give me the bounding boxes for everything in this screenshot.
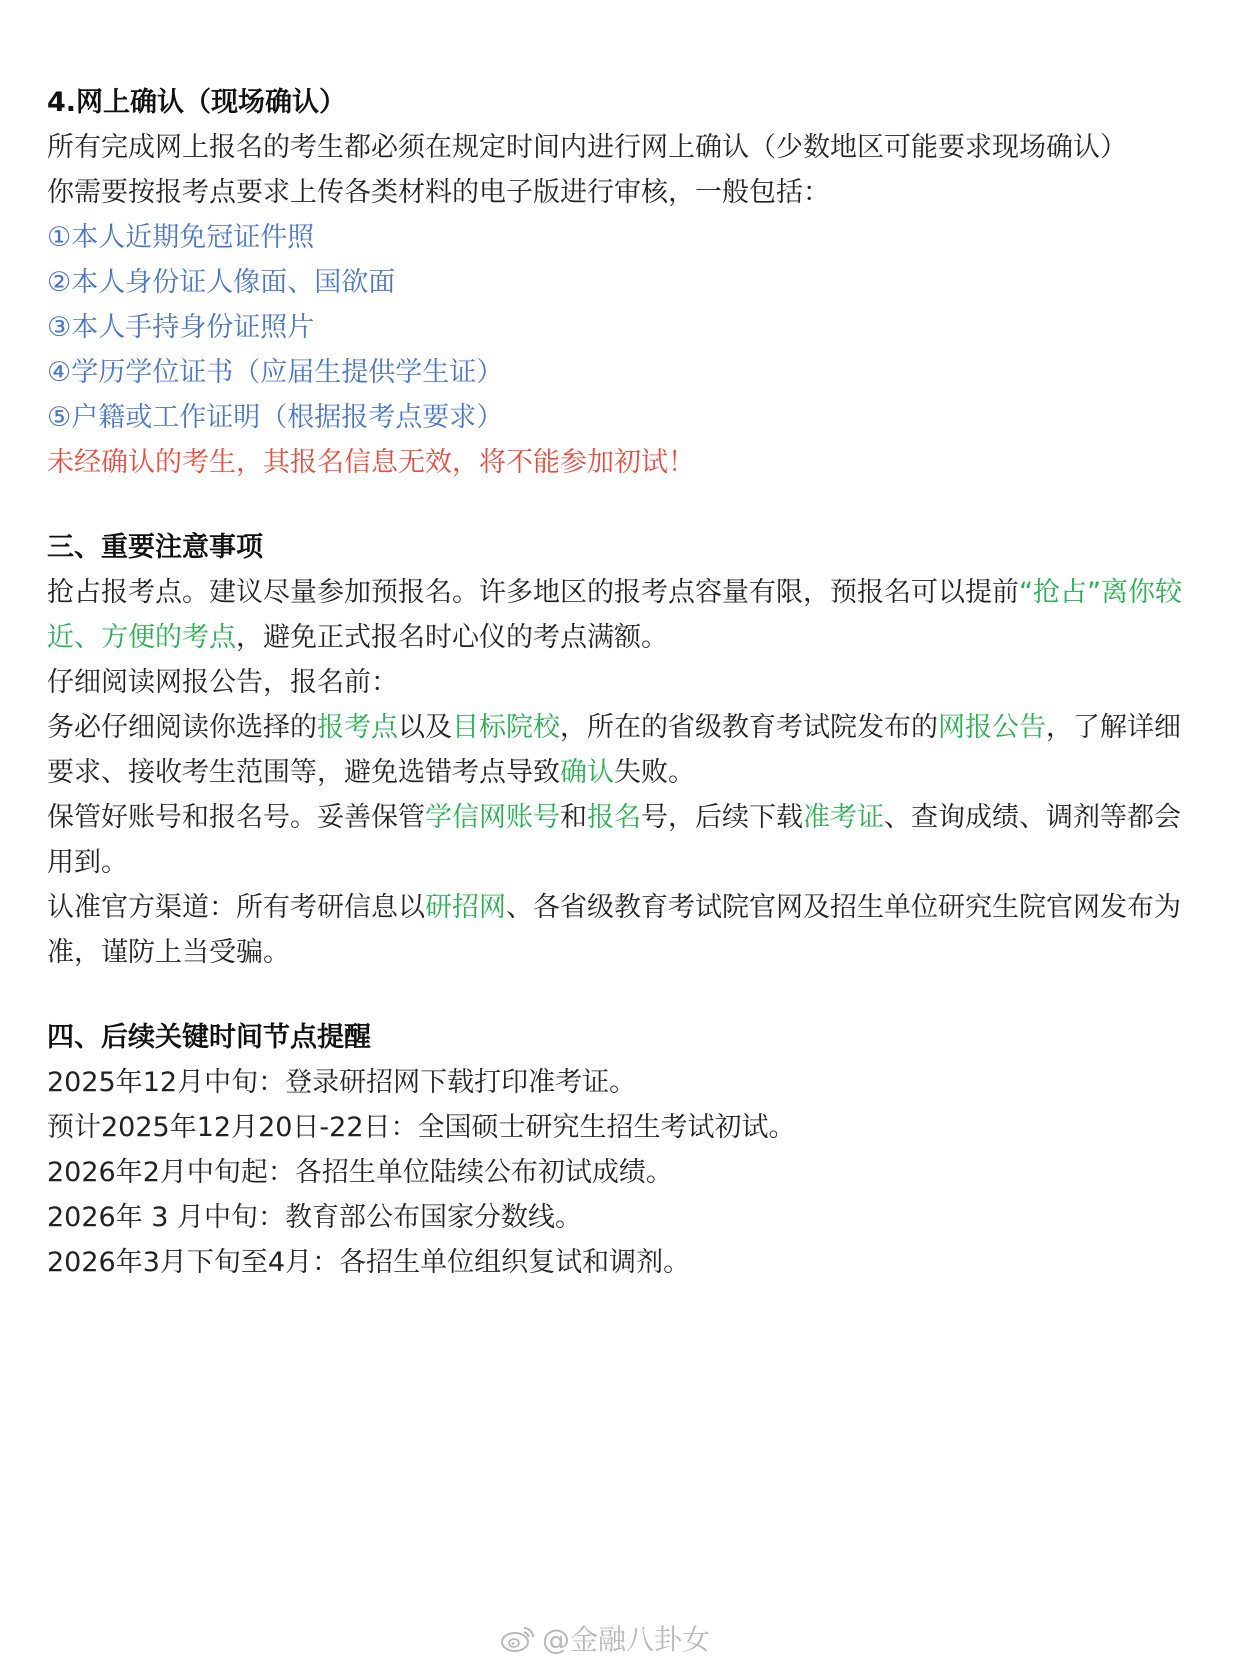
highlight-text: 学信网账号 [425,802,560,833]
section-heading: 四、后续关键时间节点提醒 [47,1022,371,1053]
text-run: ，所在的省级教育考试院发布的 [560,712,938,743]
paragraph [47,570,1207,660]
highlight-text: 目标院校 [452,712,560,743]
text-run: 、各省级教育考试院官网及招生单位研究生院官网发布为准，谨防上当受骗。 [47,892,1181,968]
section-important-notes [47,525,1207,975]
paragraph [47,705,1207,795]
list-item: ④学历学位证书（应届生提供学生证） [47,357,504,388]
text-run: 保管好账号和报名号。妥善保管 [47,802,425,833]
document-body [47,80,1207,1285]
list-item: 2026年 3 月中旬：教育部公布国家分数线。 [47,1202,583,1233]
section-heading: 三、重要注意事项 [47,532,263,563]
text-run: 抢占报考点。建议尽量参加预报名。许多地区的报考点容量有限，预报名可以提前 [47,577,1019,608]
highlight-text: 报名 [587,802,641,833]
text-run: 以及 [398,712,452,743]
section-heading: 4.网上确认（现场确认） [47,87,347,118]
list-item: 2026年3月下旬至4月：各招生单位组织复试和调剂。 [47,1247,691,1278]
highlight-text: 准考证 [803,802,884,833]
text-run: 认准官方渠道：所有考研信息以 [47,892,425,923]
list-item: ③本人手持身份证照片 [47,312,315,343]
highlight-text: 研招网 [425,892,506,923]
paragraph [47,795,1207,885]
list-item: 2026年2月中旬起：各招生单位陆续公布初试成绩。 [47,1157,673,1188]
section-online-confirmation [47,80,1207,485]
list-item: 预计2025年12月20日-22日：全国硕士研究生招生考试初试。 [47,1112,796,1143]
text-run: 失败。 [614,757,695,788]
highlight-text: 确认 [560,757,614,788]
text-run: 、查询成绩、调剂等都会用到。 [47,802,1181,878]
text-run: ，了解详细要求、接收考生范围等，避免选错考点导致 [47,712,1181,788]
section-key-dates [47,1015,1207,1285]
text-run: ，避免正式报名时心仪的考点满额。 [236,622,668,653]
text-run: 和 [560,802,587,833]
highlight-text: 网报公告 [938,712,1046,743]
highlight-text: “抢占”离你较近、方便的考点 [47,577,1182,653]
paragraph: 你需要按报考点要求上传各类材料的电子版进行审核，一般包括： [47,177,830,208]
list-item: ⑤户籍或工作证明（根据报考点要求） [47,402,504,433]
paragraph: 所有完成网上报名的考生都必须在规定时间内进行网上确认（少数地区可能要求现场确认） [47,132,1127,163]
list-item: ①本人近期免冠证件照 [47,222,315,253]
watermark-text: @金融八卦女 [542,1623,711,1656]
list-item: ②本人身份证人像面、国欲面 [47,267,396,298]
paragraph: 仔细阅读网报公告，报名前： [47,667,398,698]
paragraph [47,885,1207,975]
watermark [500,1618,710,1658]
list-item: 2025年12月中旬：登录研招网下载打印准考证。 [47,1067,637,1098]
text-run: 务必仔细阅读你选择的 [47,712,317,743]
highlight-text: 报考点 [317,712,398,743]
text-run: 号，后续下载 [641,802,803,833]
weibo-icon [500,1623,536,1653]
warning-text: 未经确认的考生，其报名信息无效，将不能参加初试！ [47,447,695,478]
